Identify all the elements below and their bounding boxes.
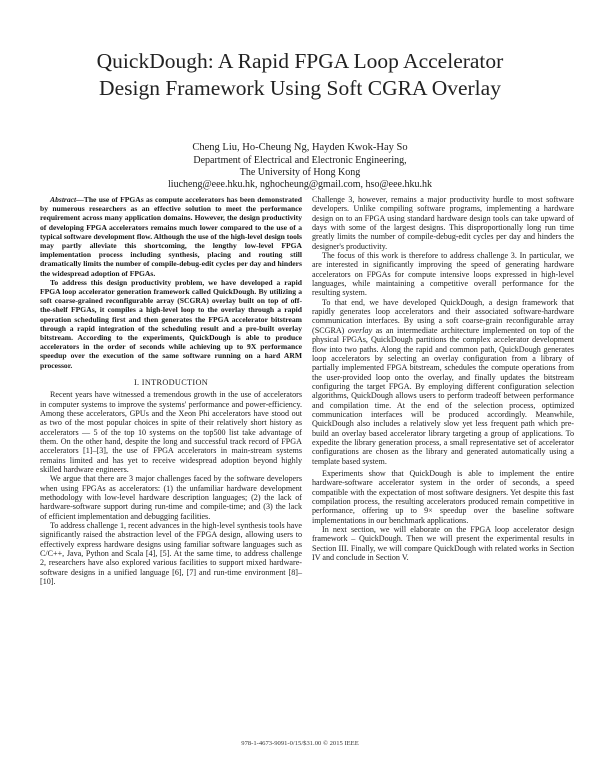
right-p3-after: as an intermediate architecture implemented on top of the physical FPGAs, QuickDough partitions the complex accelerator development flow into two paths. Along the rapid and common path, QuickDough generates loop accelerators by selecting an overlay configuration from a library of partially implemented FPGA bitstream, schedules the compute operations from the user-provided loop onto the overlay, and finally updates the bitstream configuring the target FPGA. By employing different configuration selection algorithms, QuickDough allows users to perform tradeoff between performance and compilation time. At the end of the selection process, optimized communication interfaces will be produced accordingly. Meanwhile, QuickDough also includes a relatively slow yet less frequent path which pre-build an overlay based accelerator library targeting a group of applications. To expedite the library generation process, a small representative set of accelerator configurations are chosen as the library and generated automatically using a template based system. bbox=[312, 325, 575, 466]
abstract-label: Abstract bbox=[50, 195, 77, 204]
left-column bbox=[40, 195, 302, 586]
author-department: Department of Electrical and Electronic Engineering, bbox=[193, 155, 407, 166]
copyright-footer: 978-1-4673-9091-0/15/$31.00 © 2015 IEEE bbox=[241, 740, 359, 747]
intro-paragraph-3: To address challenge 1, recent advances in the high-level synthesis tools have significantly raised the abstraction level of the FPGA design, allowing users to effectively express hardware designs using familiar software languages such as C/C++, Java, Python and Scala [4], [5]. At the same time, to address challenge 2, researchers have also explored various facilities to support mixed hardware-software designs in a unified language [6], [7] and run-time environment [8]–[10]. bbox=[40, 521, 302, 587]
right-paragraph-3 bbox=[312, 298, 574, 466]
abstract-paragraph-2: To address this design productivity problem, we have developed a rapid FPGA loop accelerator generation framework called QuickDough. By utilizing a soft coarse-grained reconfigurable array (SCGRA) overlay built on top of off-the-shelf FPGAs, it compiles a high-level loop to the overlay through a rapid operation scheduling first and then generates the FPGA accelerator bitstream through a rapid integration of the scheduling result and a pre-built overlay bitstream. According to the experiments, QuickDough is able to produce accelerators in the order of seconds while achieving up to 9X performance speedup over the execution of the same software running on a hard ARM processor. bbox=[40, 277, 302, 370]
intro-paragraph-1: Recent years have witnessed a tremendous growth in the use of accelerators in computer systems to improve the systems' performance and power-efficiency. Among these accelerators, GPUs and the Xeon Phi accelerators have stood out as two of the most popular choices in spite of their relatively short history as accelerators — 5 of the top 10 systems on the top500 list take advantage of them. On the other hand, despite the long and successful track record of FPGA accelerators [1]–[3], the use of FPGA accelerators in main-stream systems remains limited and has yet to receive widespread adoption beyond highly skilled hardware engineers. bbox=[40, 390, 302, 474]
right-paragraph-2: The focus of this work is therefore to address challenge 3. In particular, we are interested in significantly improving the speed of generating hardware accelerators on FPGAs for compute intensive loops expressed in high-level languages, while maintaining a competitive overall performance for the resulting system. bbox=[312, 251, 574, 298]
intro-paragraph-2: We argue that there are 3 major challenges faced by the software developers when using FPGAs as accelerators: (1) the unfamiliar hardware development methodology with low-level hardware description languages; (2) the lack of hardware-software support during run-time and compile-time; and (3) the lack of efficient implementation and debugging facilities. bbox=[40, 474, 302, 521]
right-column bbox=[312, 195, 574, 562]
author-emails: liucheng@eee.hku.hk, nghocheung@gmail.com, hso@eee.hku.hk bbox=[168, 179, 432, 190]
author-block bbox=[60, 142, 540, 191]
right-paragraph-1: Challenge 3, however, remains a major productivity hurdle to most software developers. Unlike compiling software programs, implementing a hardware design on to an FPGA using standard hardware design tools can take upward of days with some of the largest designs. This disproportionally long run time greatly limits the number of compile-debug-edit cycles per day and hinders the designer's productivity. bbox=[312, 195, 574, 251]
abstract-text-1: —The use of FPGAs as compute accelerators has been demonstrated by numerous researchers as an effective solution to meet the performance requirement across many application domains. However, the design productivity of developing FPGA accelerators remains much lower compared to the use of a typical software development flow. Although the use of the high-level design tools may partly alleviate this shortcoming, the lengthy low-level FPGA implementation process including synthesis, placing and routing still dramatically limits the number of compile-debug-edit cycles per day and hinders the widespread adoption of FPGAs. bbox=[40, 195, 302, 278]
right-p3-overlay: overlay bbox=[347, 325, 373, 335]
title-line-2: Design Framework Using Soft CGRA Overlay bbox=[99, 76, 501, 100]
abstract-paragraph-1 bbox=[40, 195, 302, 278]
right-paragraph-5: In next section, we will elaborate on the FPGA loop accelerator design framework – QuickDough. Then we will present the experimental results in Section III. Finally, we will compare QuickDough with related works in Section IV and conclude in Section V. bbox=[312, 525, 574, 563]
author-names: Cheng Liu, Ho-Cheung Ng, Hayden Kwok-Hay So bbox=[192, 142, 408, 153]
abstract bbox=[40, 195, 302, 370]
right-p3-before: To that end, we have developed QuickDough, a design framework that rapidly generates loop accelerators and their associated software-hardware communication interfaces. By using a soft coarse-grain reconfigurable array (SCGRA) bbox=[312, 297, 574, 335]
title-line-1: QuickDough: A Rapid FPGA Loop Accelerator bbox=[96, 49, 504, 73]
section-heading-introduction: I. INTRODUCTION bbox=[133, 377, 209, 387]
paper-title bbox=[40, 48, 560, 102]
right-paragraph-4: Experiments show that QuickDough is able to implement the entire hardware-software accelerator system in the order of seconds, a speed compatible with the expectation of most software designers. Yet despite this fast compilation process, the resulting accelerators produced remain competitive in performance, offering up to 9× speedup over the baseline software implementations in our benchmark applications. bbox=[312, 468, 574, 525]
author-university: The University of Hong Kong bbox=[239, 167, 361, 178]
